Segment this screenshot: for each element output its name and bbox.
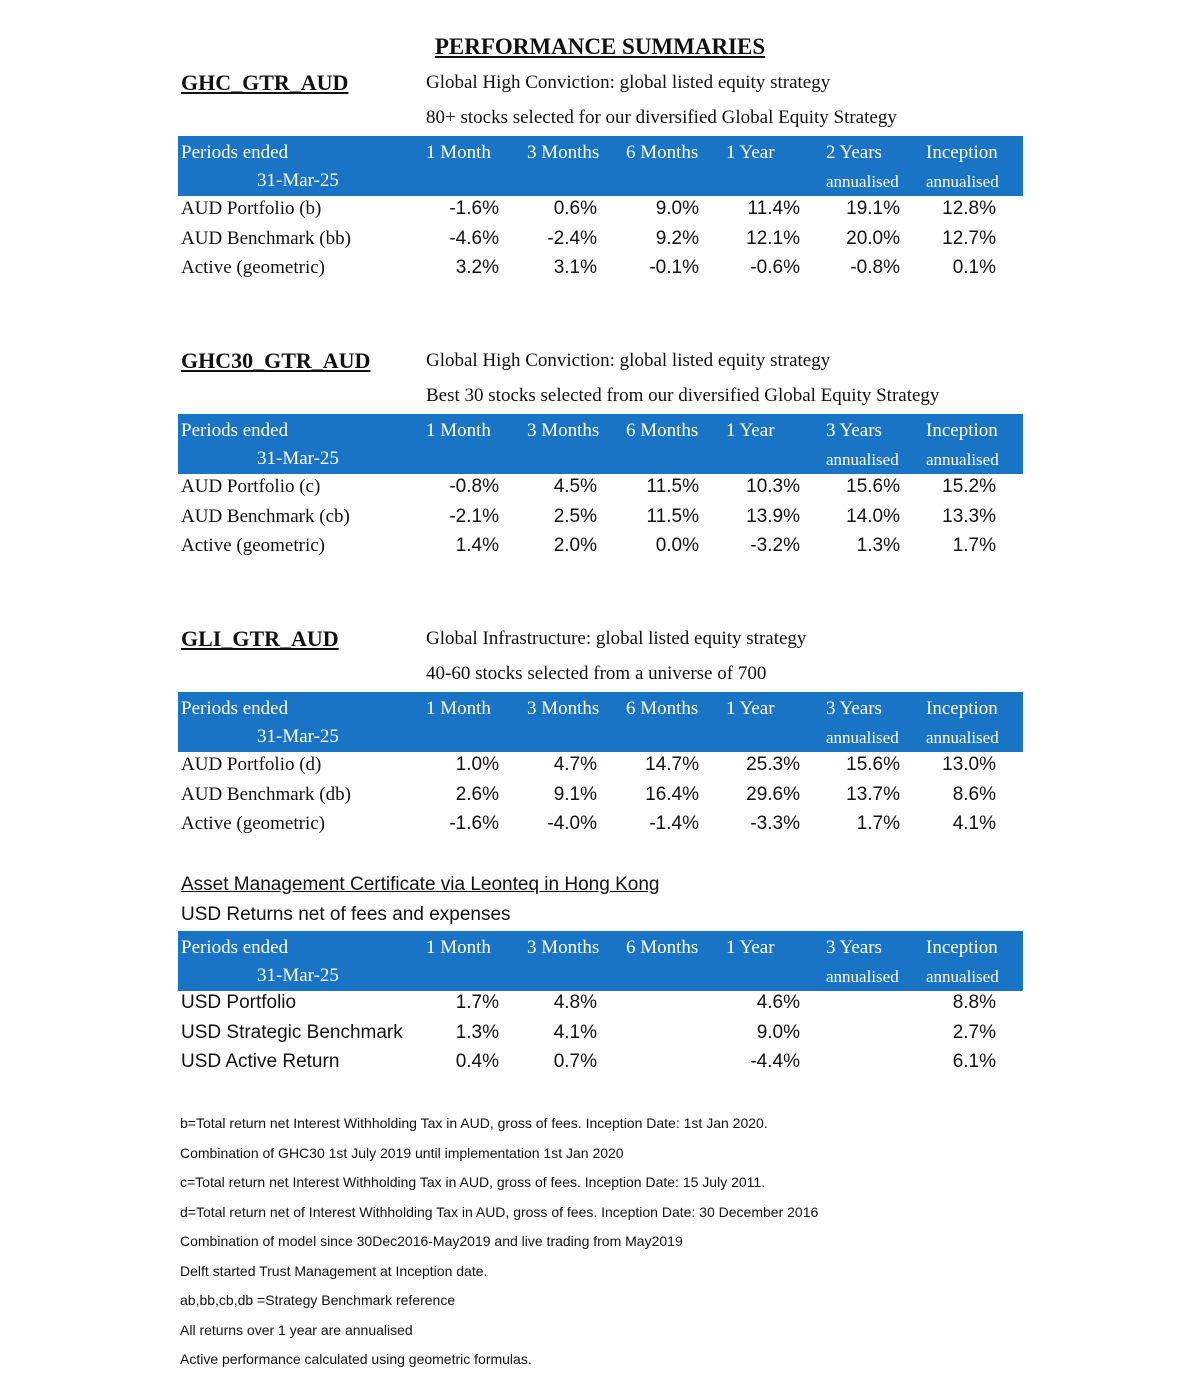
header-periods-ended: Periods ended: [181, 420, 289, 441]
row-value: 10.3%: [746, 476, 800, 497]
row-value: -0.6%: [750, 257, 800, 278]
row-value: 2.0%: [553, 535, 597, 556]
header-annualised: annualised: [926, 967, 999, 986]
row-value: 29.6%: [746, 783, 800, 805]
header-multi-year: 3 Years: [826, 698, 882, 719]
header-1-month: 1 Month: [426, 698, 491, 719]
row-label: AUD Portfolio (d): [181, 754, 322, 775]
row-value: -2.1%: [449, 505, 499, 527]
header-annualised: annualised: [826, 967, 899, 986]
table-row: [0, 813, 1200, 842]
amc-title: Asset Management Certificate via Leonteq in Hong Kong: [181, 874, 660, 895]
header-1-year: 1 Year: [726, 698, 775, 719]
header-3-months: 3 Months: [527, 142, 600, 163]
row-label: AUD Benchmark (cb): [181, 505, 350, 527]
row-value: 13.9%: [746, 505, 800, 527]
row-value: 13.0%: [942, 754, 996, 775]
table-header: [178, 692, 1023, 752]
strategy-description: Global High Conviction: global listed equity strategy: [426, 72, 831, 93]
row-value: 2.7%: [952, 1021, 996, 1043]
row-value: 1.0%: [455, 754, 499, 775]
row-value: 12.1%: [746, 227, 800, 249]
row-value: 1.4%: [455, 535, 499, 556]
footnote: ab,bb,cb,db =Strategy Benchmark reference: [180, 1292, 456, 1308]
strategy-subdescription: 80+ stocks selected for our diversified Global Equity Strategy: [426, 107, 897, 128]
header-annualised: annualised: [826, 172, 899, 191]
header-multi-year: 3 Years: [826, 937, 882, 958]
row-value: 13.3%: [942, 505, 996, 527]
row-value: -0.8%: [850, 257, 900, 278]
header-1-month: 1 Month: [426, 937, 491, 958]
row-value: 3.1%: [553, 257, 597, 278]
header-annualised: annualised: [926, 450, 999, 469]
row-value: 9.0%: [756, 1021, 800, 1043]
table-row: [0, 1051, 1200, 1080]
table-header: [178, 931, 1023, 991]
footnote: Combination of GHC30 1st July 2019 until implementation 1st Jan 2020: [180, 1144, 624, 1161]
row-value: 19.1%: [846, 198, 900, 219]
row-value: 1.7%: [455, 992, 499, 1013]
strategy-code: GHC30_GTR_AUD: [181, 348, 371, 373]
table-header: [178, 414, 1023, 474]
row-value: 11.5%: [646, 476, 699, 497]
footnote: c=Total return net Interest Withholding Tax in AUD, gross of fees. Inception Date: 15 July 2011.: [180, 1174, 766, 1190]
strategy-subdescription: Best 30 stocks selected from our diversified Global Equity Strategy: [426, 385, 940, 406]
row-value: -1.4%: [649, 813, 699, 834]
row-value: 4.8%: [553, 992, 597, 1013]
row-value: -1.6%: [449, 198, 499, 219]
header-6-months: 6 Months: [626, 420, 699, 441]
row-value: 4.1%: [553, 1021, 597, 1043]
row-label: AUD Benchmark (db): [181, 783, 351, 805]
header-annualised: annualised: [826, 450, 899, 469]
row-value: 11.5%: [646, 505, 699, 527]
row-value: 9.1%: [553, 783, 597, 805]
row-value: 14.7%: [645, 754, 699, 775]
header-3-months: 3 Months: [527, 937, 600, 958]
row-value: 9.2%: [655, 227, 699, 249]
row-value: 0.7%: [553, 1051, 597, 1072]
row-value: -3.2%: [750, 535, 800, 556]
header-annualised: annualised: [926, 172, 999, 191]
row-value: -4.6%: [449, 227, 499, 249]
row-value: 4.7%: [553, 754, 597, 775]
table-row: [0, 257, 1200, 286]
row-value: 9.0%: [655, 198, 699, 219]
row-label: Active (geometric): [181, 813, 326, 834]
table-row: [0, 506, 1200, 535]
header-inception: Inception: [926, 142, 998, 163]
header-inception: Inception: [926, 937, 998, 958]
strategy-subdescription: 40-60 stocks selected from a universe of 700: [426, 663, 767, 684]
row-value: 16.4%: [645, 783, 699, 805]
strategy-code: GLI_GTR_AUD: [181, 626, 339, 651]
row-value: -0.1%: [649, 257, 699, 278]
row-value: -2.4%: [547, 227, 597, 249]
header-annualised: annualised: [826, 728, 899, 747]
row-value: 2.5%: [553, 505, 597, 527]
table-row: [0, 754, 1200, 783]
footnote: Delft started Trust Management at Inception date.: [180, 1262, 488, 1279]
row-value: 12.7%: [942, 227, 996, 249]
row-value: 4.6%: [756, 992, 800, 1013]
strategy-code: GHC_GTR_AUD: [181, 70, 349, 95]
footnote: b=Total return net Interest Withholding Tax in AUD, gross of fees. Inception Date: 1st Jan 2020.: [180, 1115, 768, 1131]
amc-subtitle: USD Returns net of fees and expenses: [181, 904, 511, 925]
header-6-months: 6 Months: [626, 698, 699, 719]
header-inception: Inception: [926, 420, 998, 441]
footnote: All returns over 1 year are annualised: [180, 1321, 413, 1338]
row-value: 0.0%: [655, 535, 699, 556]
row-value: 13.7%: [846, 783, 900, 805]
row-value: 2.6%: [455, 783, 499, 805]
table-row: [0, 228, 1200, 257]
header-date: 31-Mar-25: [257, 170, 339, 191]
header-date: 31-Mar-25: [257, 448, 339, 469]
table-header: [178, 136, 1023, 196]
row-label: USD Strategic Benchmark: [181, 1021, 403, 1043]
row-value: 15.6%: [846, 476, 900, 497]
row-value: 8.8%: [952, 992, 996, 1013]
row-value: 15.6%: [846, 754, 900, 775]
header-1-month: 1 Month: [426, 420, 491, 441]
table-row: [0, 535, 1200, 564]
row-value: 6.1%: [952, 1051, 996, 1072]
row-value: 4.5%: [553, 476, 597, 497]
row-value: 14.0%: [846, 505, 900, 527]
row-label: AUD Portfolio (c): [181, 476, 321, 497]
row-value: 0.1%: [952, 257, 996, 278]
page-title: PERFORMANCE SUMMARIES: [434, 34, 766, 59]
strategy-description: Global High Conviction: global listed equity strategy: [426, 350, 831, 371]
header-1-year: 1 Year: [726, 937, 775, 958]
table-row: [0, 198, 1200, 227]
header-periods-ended: Periods ended: [181, 142, 289, 163]
row-value: 4.1%: [952, 813, 996, 834]
header-periods-ended: Periods ended: [181, 698, 289, 719]
table-row: [0, 476, 1200, 505]
row-value: 1.7%: [856, 813, 900, 834]
header-3-months: 3 Months: [527, 698, 600, 719]
row-value: -4.0%: [547, 813, 597, 834]
row-value: 1.3%: [455, 1021, 499, 1043]
header-date: 31-Mar-25: [257, 965, 339, 986]
table-row: [0, 1022, 1200, 1051]
row-value: -4.4%: [750, 1051, 800, 1072]
row-value: 0.4%: [455, 1051, 499, 1072]
row-value: 11.4%: [747, 198, 800, 219]
row-value: 0.6%: [553, 198, 597, 219]
header-1-year: 1 Year: [726, 420, 775, 441]
row-label: USD Active Return: [181, 1051, 340, 1072]
row-label: AUD Portfolio (b): [181, 198, 322, 219]
row-value: 1.3%: [856, 535, 900, 556]
table-row: [0, 992, 1200, 1021]
row-value: 20.0%: [846, 227, 900, 249]
header-1-month: 1 Month: [426, 142, 491, 163]
row-value: -0.8%: [449, 476, 499, 497]
header-multi-year: 3 Years: [826, 420, 882, 441]
header-3-months: 3 Months: [527, 420, 600, 441]
row-value: -3.3%: [750, 813, 800, 834]
row-label: Active (geometric): [181, 535, 326, 556]
row-label: USD Portfolio: [181, 992, 297, 1013]
header-inception: Inception: [926, 698, 998, 719]
row-value: 8.6%: [952, 783, 996, 805]
footnote: Active performance calculated using geometric formulas.: [180, 1351, 532, 1367]
row-value: 1.7%: [952, 535, 996, 556]
header-annualised: annualised: [926, 728, 999, 747]
row-value: 3.2%: [455, 257, 499, 278]
table-row: [0, 784, 1200, 813]
header-periods-ended: Periods ended: [181, 937, 289, 958]
row-value: -1.6%: [449, 813, 499, 834]
footnote: d=Total return net of Interest Withholding Tax in AUD, gross of fees. Inception Date: 30 December 2016: [180, 1203, 819, 1220]
row-value: 12.8%: [942, 198, 996, 219]
row-value: 25.3%: [746, 754, 800, 775]
row-label: Active (geometric): [181, 257, 326, 278]
row-label: AUD Benchmark (bb): [181, 227, 351, 249]
header-6-months: 6 Months: [626, 142, 699, 163]
footnotes: [180, 1113, 818, 1379]
footnote: Combination of model since 30Dec2016-May2019 and live trading from May2019: [180, 1233, 683, 1249]
row-value: 15.2%: [942, 476, 996, 497]
strategy-description: Global Infrastructure: global listed equity strategy: [426, 628, 807, 649]
header-date: 31-Mar-25: [257, 726, 339, 747]
header-1-year: 1 Year: [726, 142, 775, 163]
header-multi-year: 2 Years: [826, 142, 882, 163]
header-6-months: 6 Months: [626, 937, 699, 958]
